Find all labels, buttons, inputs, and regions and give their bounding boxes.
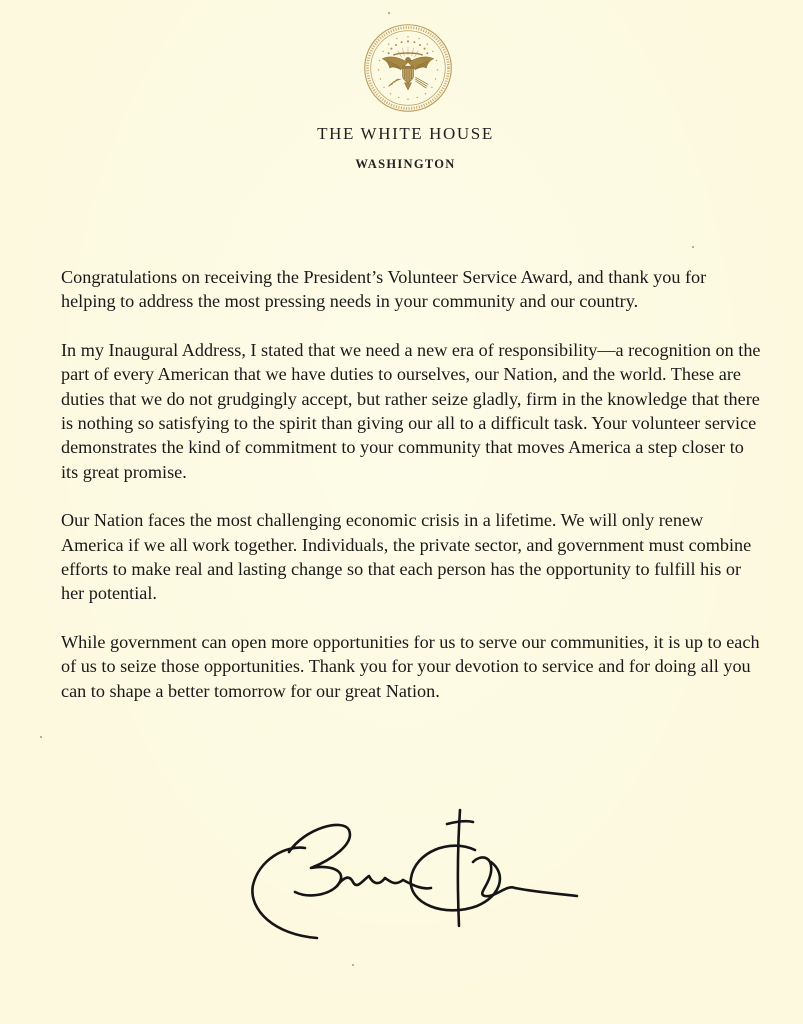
paper-speck bbox=[352, 964, 354, 966]
letter-paragraph-4: While government can open more opportunities for us to serve our communities, it is up to each of us to seize those opportunities. Thank you for your devotion to service and for doing all you can to shape a better tomorrow for our great Nation. bbox=[61, 632, 760, 701]
letterhead-title: THE WHITE HOUSE bbox=[317, 124, 494, 143]
paper-speck bbox=[40, 736, 42, 738]
letter-paragraph-2: In my Inaugural Address, I stated that we need a new era of responsibility—a recognition on the part of every American that we have duties to ourselves, our Nation, and the world. These are duties that we do not grudgingly accept, but rather seize gladly, firm in the knowledge that there is nothing so satisfying to the spirit than giving our all to a difficult task. Your volunteer service demonstrates the kind of commitment to your community that moves America a step closer to its great promise. bbox=[61, 340, 761, 482]
letter-body bbox=[61, 265, 761, 727]
letter-paragraph-1: Congratulations on receiving the President’s Volunteer Service Award, and thank you for helping to address the most pressing needs in your community and our country. bbox=[61, 267, 707, 312]
paper-speck bbox=[692, 246, 694, 248]
letter-paragraph-3: Our Nation faces the most challenging economic crisis in a lifetime. We will only renew America if we all work together. Individuals, the private sector, and government must combine efforts to make real and lasting change so that each person has the opportunity to fulfill his or her potential. bbox=[61, 510, 752, 604]
handwritten-signature-icon bbox=[245, 800, 590, 945]
presidential-seal-icon bbox=[362, 22, 454, 114]
letterhead-location: WASHINGTON bbox=[355, 157, 456, 171]
paper-speck bbox=[388, 12, 390, 14]
